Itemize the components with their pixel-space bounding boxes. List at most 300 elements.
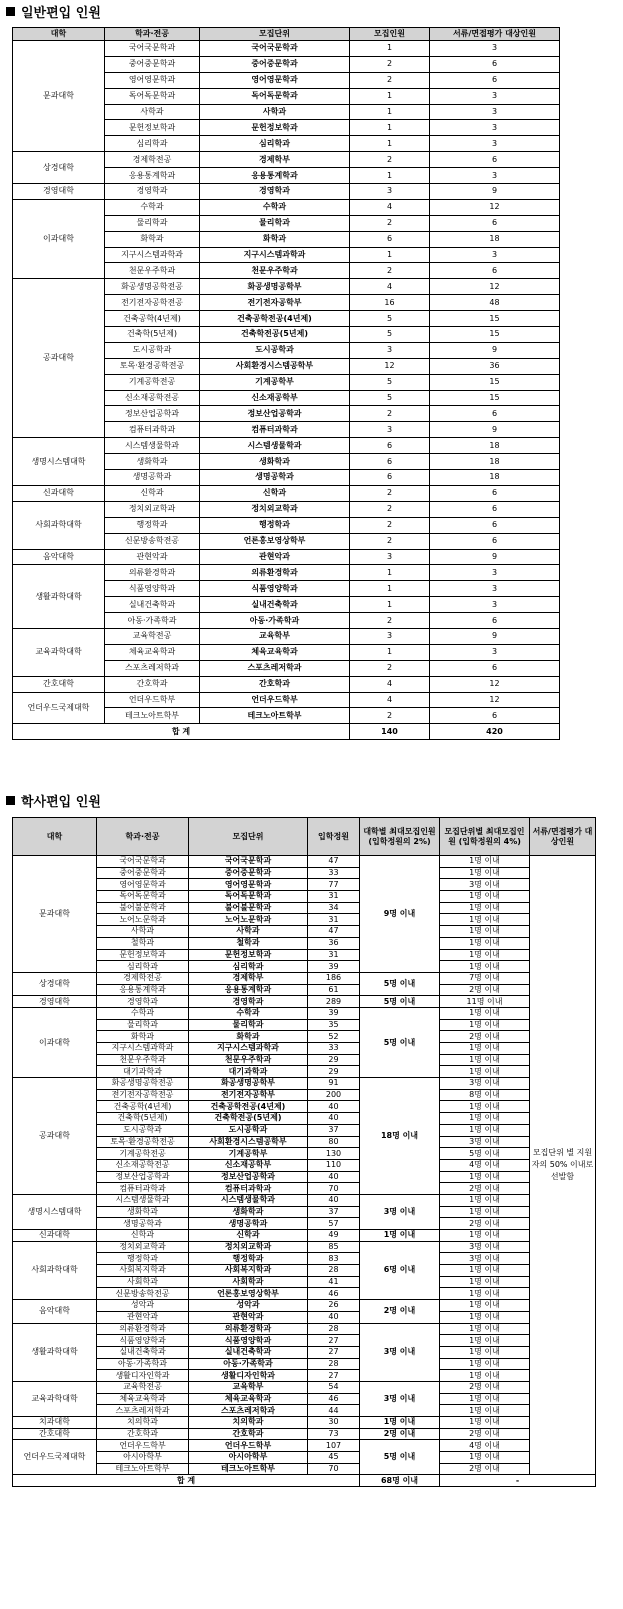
quota-cell: 27 [308, 1335, 360, 1347]
unit-max-cell: 2명 이내 [440, 1463, 530, 1475]
table-row [13, 879, 596, 891]
target-count-cell: 18 [430, 454, 560, 470]
college-cell: 경영대학 [13, 184, 105, 200]
table-row [13, 1276, 596, 1288]
target-count-cell: 3 [430, 247, 560, 263]
unit-max-cell: 1명 이내 [440, 1300, 530, 1312]
unit-cell: 물리학과 [200, 215, 350, 231]
unit-cell: 기계공학부 [189, 1148, 308, 1160]
table-row [13, 984, 596, 996]
total-row [13, 724, 560, 740]
quota-cell: 85 [308, 1241, 360, 1253]
dept-cell: 노어노문학과 [97, 914, 189, 926]
total-recruit: 140 [350, 724, 430, 740]
unit-cell: 화공생명공학부 [200, 279, 350, 295]
college-max-cell: 5명 이내 [360, 1440, 440, 1475]
table-row [13, 1452, 596, 1464]
dept-cell: 도시공학과 [97, 1124, 189, 1136]
unit-cell: 응용통계학과 [189, 984, 308, 996]
unit-cell: 천문우주학과 [189, 1054, 308, 1066]
unit-cell: 독어독문학과 [189, 891, 308, 903]
recruit-count-cell: 2 [350, 533, 430, 549]
college-cell: 생활과학대학 [13, 565, 105, 629]
unit-max-cell: 3명 이내 [440, 1253, 530, 1265]
recruit-count-cell: 6 [350, 470, 430, 486]
table-header-row [13, 28, 560, 41]
dept-cell: 시스템생물학과 [97, 1194, 189, 1206]
target-count-cell: 3 [430, 88, 560, 104]
unit-cell: 신학과 [200, 485, 350, 501]
quota-cell: 40 [308, 1113, 360, 1125]
dept-cell: 시스템생물학과 [105, 438, 200, 454]
dept-cell: 경영학과 [97, 996, 189, 1008]
dept-cell: 전기전자공학전공 [97, 1089, 189, 1101]
table-row [13, 438, 560, 454]
dept-cell: 전기전자공학전공 [105, 295, 200, 311]
recruit-count-cell: 4 [350, 199, 430, 215]
unit-cell: 영어영문학과 [200, 72, 350, 88]
college-cell: 이과대학 [13, 1007, 97, 1077]
unit-cell: 화학과 [189, 1031, 308, 1043]
target-count-cell: 15 [430, 390, 560, 406]
target-count-cell: 3 [430, 597, 560, 613]
dept-cell: 불어불문학과 [97, 902, 189, 914]
unit-cell: 행정학과 [200, 517, 350, 533]
dept-cell: 영어영문학과 [97, 879, 189, 891]
unit-max-cell: 8명 이내 [440, 1089, 530, 1101]
unit-max-cell: 1명 이내 [440, 1288, 530, 1300]
table-row [13, 1206, 596, 1218]
unit-max-cell: 1명 이내 [440, 961, 530, 973]
college-max-cell: 3명 이내 [360, 1194, 440, 1229]
target-count-cell: 12 [430, 279, 560, 295]
table-row [13, 199, 560, 215]
unit-cell: 테크노아트학부 [200, 708, 350, 724]
recruit-count-cell: 2 [350, 485, 430, 501]
target-count-cell: 9 [430, 184, 560, 200]
unit-cell: 영어영문학과 [189, 879, 308, 891]
dept-cell: 독어독문학과 [105, 88, 200, 104]
quota-cell: 130 [308, 1148, 360, 1160]
unit-cell: 지구시스템과학과 [200, 247, 350, 263]
dept-cell: 아동·가족학과 [105, 613, 200, 629]
square-bullet-icon [6, 7, 15, 16]
quota-cell: 44 [308, 1405, 360, 1417]
table-row [13, 1335, 596, 1347]
college-cell: 공과대학 [13, 1078, 97, 1195]
column-header: 대학 [13, 28, 105, 41]
dept-cell: 독어독문학과 [97, 891, 189, 903]
recruit-count-cell: 12 [350, 358, 430, 374]
quota-cell: 46 [308, 1393, 360, 1405]
table-row [13, 926, 596, 938]
total-label: 합 계 [13, 1475, 360, 1487]
table-row [13, 856, 596, 868]
unit-cell: 아동·가족학과 [189, 1358, 308, 1370]
quota-cell: 26 [308, 1300, 360, 1312]
recruit-count-cell: 5 [350, 311, 430, 327]
college-cell: 생명시스템대학 [13, 1194, 97, 1229]
column-header: 모집단위 [189, 818, 308, 856]
target-count-cell: 12 [430, 692, 560, 708]
unit-cell: 건축학전공(5년제) [200, 327, 350, 343]
table-row [13, 914, 596, 926]
table-row [13, 628, 560, 644]
college-cell: 언더우드국제대학 [13, 1440, 97, 1475]
target-count-cell: 6 [430, 263, 560, 279]
dept-cell: 식품영양학과 [105, 581, 200, 597]
dept-cell: 경제학전공 [105, 152, 200, 168]
college-cell: 문과대학 [13, 856, 97, 973]
college-max-cell: 1명 이내 [360, 1230, 440, 1242]
table-row [13, 279, 560, 295]
quota-cell: 39 [308, 1007, 360, 1019]
target-count-cell: 9 [430, 549, 560, 565]
dept-cell: 실내건축학과 [97, 1346, 189, 1358]
unit-cell: 심리학과 [189, 961, 308, 973]
recruit-count-cell: 3 [350, 422, 430, 438]
target-count-cell: 9 [430, 422, 560, 438]
dept-cell: 생활디자인학과 [97, 1370, 189, 1382]
table-row [13, 1019, 596, 1031]
unit-cell: 지구시스템과학과 [189, 1043, 308, 1055]
unit-cell: 신소재공학부 [189, 1159, 308, 1171]
recruit-count-cell: 5 [350, 374, 430, 390]
quota-cell: 52 [308, 1031, 360, 1043]
unit-max-cell: 1명 이내 [440, 914, 530, 926]
quota-cell: 289 [308, 996, 360, 1008]
target-count-cell: 6 [430, 406, 560, 422]
table-row [13, 1417, 596, 1429]
unit-cell: 심리학과 [200, 136, 350, 152]
unit-cell: 경제학부 [200, 152, 350, 168]
unit-cell: 사회학과 [189, 1276, 308, 1288]
column-header: 학과·전공 [97, 818, 189, 856]
table-row [13, 1089, 596, 1101]
unit-max-cell: 1명 이내 [440, 1265, 530, 1277]
college-cell: 교육과학대학 [13, 628, 105, 676]
unit-cell: 신소재공학부 [200, 390, 350, 406]
target-count-cell: 3 [430, 136, 560, 152]
target-count-cell: 18 [430, 470, 560, 486]
target-count-cell: 6 [430, 517, 560, 533]
column-header: 모집단위 [200, 28, 350, 41]
unit-cell: 천문우주학과 [200, 263, 350, 279]
unit-max-cell: 1명 이내 [440, 1007, 530, 1019]
target-count-cell: 6 [430, 501, 560, 517]
unit-cell: 언론홍보영상학부 [189, 1288, 308, 1300]
total-max: 68명 이내 [360, 1475, 440, 1487]
recruit-count-cell: 3 [350, 549, 430, 565]
quota-cell: 46 [308, 1288, 360, 1300]
dept-cell: 화공생명공학전공 [97, 1078, 189, 1090]
unit-max-cell: 1명 이내 [440, 867, 530, 879]
unit-max-cell: 1명 이내 [440, 1171, 530, 1183]
table-row [13, 1288, 596, 1300]
unit-cell: 실내건축학과 [189, 1346, 308, 1358]
unit-cell: 시스템생물학과 [200, 438, 350, 454]
unit-cell: 수학과 [189, 1007, 308, 1019]
target-count-cell: 6 [430, 72, 560, 88]
target-count-cell: 36 [430, 358, 560, 374]
dept-cell: 의류환경학과 [97, 1323, 189, 1335]
recruit-count-cell: 1 [350, 644, 430, 660]
quota-cell: 80 [308, 1136, 360, 1148]
quota-cell: 30 [308, 1417, 360, 1429]
dept-cell: 물리학과 [105, 215, 200, 231]
recruit-count-cell: 2 [350, 152, 430, 168]
recruit-count-cell: 4 [350, 692, 430, 708]
recruit-count-cell: 4 [350, 676, 430, 692]
quota-cell: 77 [308, 879, 360, 891]
unit-cell: 치의학과 [189, 1417, 308, 1429]
unit-max-cell: 1명 이내 [440, 1370, 530, 1382]
unit-cell: 국어국문학과 [189, 856, 308, 868]
college-cell: 경영대학 [13, 996, 97, 1008]
table-row [13, 1183, 596, 1195]
target-count-cell: 6 [430, 533, 560, 549]
unit-cell: 문헌정보학과 [200, 120, 350, 136]
dept-cell: 관현악과 [97, 1311, 189, 1323]
unit-max-cell: 1명 이내 [440, 1113, 530, 1125]
table-row [13, 41, 560, 57]
table-row [13, 902, 596, 914]
table-row [13, 1241, 596, 1253]
unit-cell: 물리학과 [189, 1019, 308, 1031]
unit-cell: 응용통계학과 [200, 168, 350, 184]
target-count-cell: 48 [430, 295, 560, 311]
unit-cell: 정보산업공학과 [200, 406, 350, 422]
unit-cell: 전기전자공학부 [200, 295, 350, 311]
unit-max-cell: 2명 이내 [440, 1183, 530, 1195]
recruit-count-cell: 1 [350, 41, 430, 57]
unit-cell: 생명공학과 [200, 470, 350, 486]
recruit-count-cell: 1 [350, 565, 430, 581]
unit-max-cell: 2명 이내 [440, 1381, 530, 1393]
table-row [13, 1265, 596, 1277]
unit-cell: 화학과 [200, 231, 350, 247]
table-row [13, 692, 560, 708]
quota-cell: 61 [308, 984, 360, 996]
table-row [13, 1230, 596, 1242]
dept-cell: 테크노아트학부 [97, 1463, 189, 1475]
dept-cell: 천문우주학과 [105, 263, 200, 279]
recruit-count-cell: 1 [350, 88, 430, 104]
unit-cell: 스포츠레저학과 [189, 1405, 308, 1417]
recruit-count-cell: 1 [350, 120, 430, 136]
dept-cell: 경제학전공 [97, 972, 189, 984]
recruit-count-cell: 1 [350, 597, 430, 613]
table-row [13, 1101, 596, 1113]
recruit-count-cell: 2 [350, 517, 430, 533]
table-row [13, 1113, 596, 1125]
target-count-cell: 6 [430, 613, 560, 629]
table-row [13, 501, 560, 517]
target-count-cell: 12 [430, 676, 560, 692]
college-max-cell: 3명 이내 [360, 1323, 440, 1381]
recruit-count-cell: 1 [350, 136, 430, 152]
dept-cell: 교육학전공 [105, 628, 200, 644]
college-max-cell: 2명 이내 [360, 1300, 440, 1323]
recruit-count-cell: 6 [350, 231, 430, 247]
quota-cell: 31 [308, 891, 360, 903]
dept-cell: 기계공학전공 [105, 374, 200, 390]
column-header: 학과·전공 [105, 28, 200, 41]
unit-cell: 아동·가족학과 [200, 613, 350, 629]
dept-cell: 토목·환경공학전공 [97, 1136, 189, 1148]
quota-cell: 70 [308, 1463, 360, 1475]
unit-cell: 국어국문학과 [200, 41, 350, 57]
table-row [13, 867, 596, 879]
dept-cell: 사학과 [97, 926, 189, 938]
quota-cell: 200 [308, 1089, 360, 1101]
recruit-count-cell: 2 [350, 501, 430, 517]
unit-cell: 정치외교학과 [200, 501, 350, 517]
dept-cell: 대기과학과 [97, 1066, 189, 1078]
unit-cell: 중어중문학과 [200, 56, 350, 72]
general-transfer-table [12, 27, 560, 740]
unit-max-cell: 1명 이내 [440, 1417, 530, 1429]
dept-cell: 체육교육학과 [105, 644, 200, 660]
table-row [13, 1253, 596, 1265]
unit-cell: 건축공학전공(4년제) [189, 1101, 308, 1113]
unit-max-cell: 1명 이내 [440, 1019, 530, 1031]
unit-cell: 신학과 [189, 1230, 308, 1242]
quota-cell: 27 [308, 1370, 360, 1382]
total-label: 합 계 [13, 724, 350, 740]
unit-max-cell: 1명 이내 [440, 1405, 530, 1417]
table-row [13, 1054, 596, 1066]
unit-cell: 언론홍보영상학부 [200, 533, 350, 549]
table-row [13, 1066, 596, 1078]
unit-cell: 스포츠레저학과 [200, 660, 350, 676]
dept-cell: 정치외교학과 [105, 501, 200, 517]
unit-max-cell: 1명 이내 [440, 1194, 530, 1206]
dept-cell: 생명공학과 [97, 1218, 189, 1230]
recruit-count-cell: 6 [350, 454, 430, 470]
dept-cell: 건축공학(4년제) [105, 311, 200, 327]
unit-max-cell: 1명 이내 [440, 856, 530, 868]
dept-cell: 문헌정보학과 [97, 949, 189, 961]
table-row [13, 961, 596, 973]
college-cell: 언더우드국제대학 [13, 692, 105, 724]
table-row [13, 972, 596, 984]
target-count-cell: 6 [430, 485, 560, 501]
quota-cell: 34 [308, 902, 360, 914]
quota-cell: 54 [308, 1381, 360, 1393]
unit-cell: 경영학과 [189, 996, 308, 1008]
dept-cell: 국어국문학과 [105, 41, 200, 57]
dept-cell: 심리학과 [97, 961, 189, 973]
table-row [13, 1311, 596, 1323]
quota-cell: 29 [308, 1066, 360, 1078]
dept-cell: 응용통계학과 [97, 984, 189, 996]
dept-cell: 중어중문학과 [105, 56, 200, 72]
transfer-section-title: 학사편입 인원 [6, 795, 101, 811]
unit-cell: 사학과 [189, 926, 308, 938]
unit-max-cell: 1명 이내 [440, 949, 530, 961]
college-cell: 치과대학 [13, 1417, 97, 1429]
unit-max-cell: 2명 이내 [440, 984, 530, 996]
quota-cell: 73 [308, 1428, 360, 1440]
target-count-cell: 3 [430, 565, 560, 581]
quota-cell: 47 [308, 926, 360, 938]
unit-max-cell: 2명 이내 [440, 1218, 530, 1230]
unit-cell: 건축학전공(5년제) [189, 1113, 308, 1125]
table-row [13, 1078, 596, 1090]
unit-cell: 식품영양학과 [200, 581, 350, 597]
unit-max-cell: 2명 이내 [440, 1428, 530, 1440]
unit-max-cell: 1명 이내 [440, 1230, 530, 1242]
college-max-cell: 9명 이내 [360, 856, 440, 973]
target-count-cell: 15 [430, 311, 560, 327]
unit-cell: 경제학부 [189, 972, 308, 984]
quota-cell: 57 [308, 1218, 360, 1230]
table-row [13, 1300, 596, 1312]
unit-cell: 화공생명공학부 [189, 1078, 308, 1090]
college-cell: 문과대학 [13, 41, 105, 152]
unit-cell: 기계공학부 [200, 374, 350, 390]
target-count-cell: 3 [430, 581, 560, 597]
recruit-count-cell: 3 [350, 628, 430, 644]
column-header: 모집단위별 최대모집인원 (입학정원의 4%) [440, 818, 530, 856]
quota-cell: 40 [308, 1311, 360, 1323]
square-bullet-icon [6, 796, 15, 805]
unit-cell: 대기과학과 [189, 1066, 308, 1078]
unit-max-cell: 1명 이내 [440, 902, 530, 914]
unit-max-cell: 1명 이내 [440, 1054, 530, 1066]
dept-cell: 도시공학과 [105, 342, 200, 358]
table-row [13, 1031, 596, 1043]
dept-cell: 국어국문학과 [97, 856, 189, 868]
unit-max-cell: 7명 이내 [440, 972, 530, 984]
unit-cell: 체육교육학과 [189, 1393, 308, 1405]
recruit-count-cell: 2 [350, 215, 430, 231]
dept-cell: 체육교육학과 [97, 1393, 189, 1405]
quota-cell: 41 [308, 1276, 360, 1288]
quota-cell: 45 [308, 1452, 360, 1464]
dept-cell: 테크노아트학부 [105, 708, 200, 724]
target-count-cell: 3 [430, 120, 560, 136]
quota-cell: 28 [308, 1358, 360, 1370]
target-count-cell: 6 [430, 56, 560, 72]
table-row [13, 1323, 596, 1335]
general-section-title: 일반편입 인원 [6, 6, 101, 22]
recruit-count-cell: 1 [350, 581, 430, 597]
college-cell: 음악대학 [13, 1300, 97, 1323]
dept-cell: 신학과 [105, 485, 200, 501]
column-header: 서류/면접평가 대상인원 [430, 28, 560, 41]
unit-cell: 테크노아트학부 [189, 1463, 308, 1475]
column-header: 대학별 최대모집인원 (입학정원의 2%) [360, 818, 440, 856]
unit-max-cell: 4명 이내 [440, 1159, 530, 1171]
quota-cell: 40 [308, 1171, 360, 1183]
unit-max-cell: 1명 이내 [440, 1358, 530, 1370]
recruit-count-cell: 2 [350, 708, 430, 724]
unit-cell: 교육학부 [189, 1381, 308, 1393]
dept-cell: 심리학과 [105, 136, 200, 152]
dept-cell: 천문우주학과 [97, 1054, 189, 1066]
dept-cell: 토목·환경공학전공 [105, 358, 200, 374]
unit-cell: 정보산업공학과 [189, 1171, 308, 1183]
recruit-count-cell: 3 [350, 184, 430, 200]
unit-cell: 건축공학전공(4년제) [200, 311, 350, 327]
target-count-cell: 3 [430, 644, 560, 660]
table-row [13, 565, 560, 581]
dept-cell: 아동·가족학과 [97, 1358, 189, 1370]
quota-cell: 91 [308, 1078, 360, 1090]
table-row [13, 1346, 596, 1358]
